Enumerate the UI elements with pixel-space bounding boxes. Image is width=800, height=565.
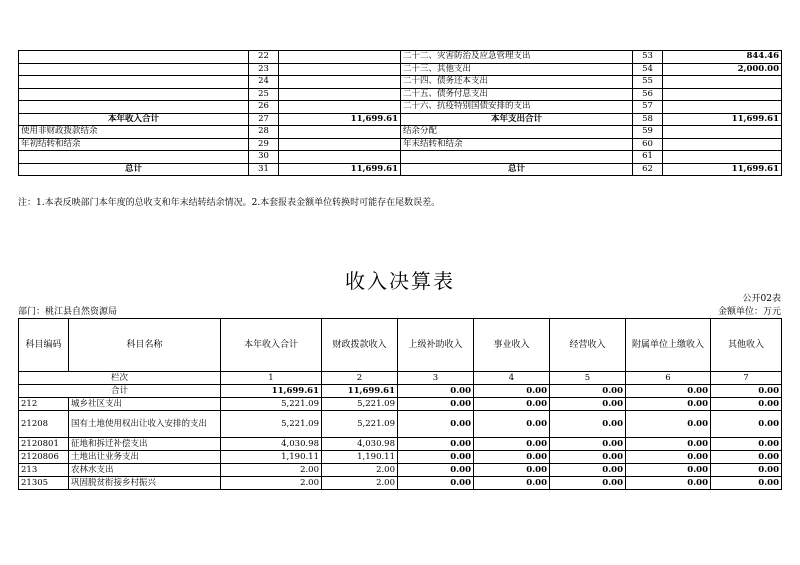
total-row bbox=[19, 385, 782, 398]
amount-cell: 0.00 bbox=[711, 464, 782, 477]
amount-cell: 0.00 bbox=[711, 438, 782, 451]
summary-left-label bbox=[19, 151, 249, 164]
summary-right-line: 60 bbox=[633, 138, 663, 151]
summary-right-amount: 11,699.61 bbox=[663, 113, 782, 126]
amount-cell: 0.00 bbox=[474, 438, 550, 451]
amount-cell: 4,030.98 bbox=[322, 438, 398, 451]
summary-right-line: 62 bbox=[633, 163, 663, 176]
table-row bbox=[19, 464, 782, 477]
department-label: 部门：桃江县自然资源局 bbox=[18, 307, 118, 317]
amount-cell: 0.00 bbox=[550, 477, 626, 490]
amount-cell: 2.00 bbox=[221, 464, 322, 477]
subject-name: 国有土地使用权出让收入安排的支出 bbox=[69, 411, 221, 438]
subject-code: 2120801 bbox=[19, 438, 69, 451]
summary-left-label bbox=[19, 63, 249, 76]
amount-cell: 4,030.98 bbox=[221, 438, 322, 451]
summary-left-line: 31 bbox=[249, 163, 279, 176]
amount-cell: 5,221.09 bbox=[221, 398, 322, 411]
amount-cell: 0.00 bbox=[626, 464, 711, 477]
column-number: 7 bbox=[711, 372, 782, 385]
summary-left-amount: 11,699.61 bbox=[279, 113, 401, 126]
summary-left-label: 总计 bbox=[19, 163, 249, 176]
summary-row bbox=[19, 63, 782, 76]
amount-cell: 0.00 bbox=[474, 398, 550, 411]
summary-right-label: 二十四、债务还本支出 bbox=[401, 76, 633, 89]
summary-right-label: 年末结转和结余 bbox=[401, 138, 633, 151]
summary-left-line: 24 bbox=[249, 76, 279, 89]
summary-left-label bbox=[19, 51, 249, 64]
summary-left-amount bbox=[279, 88, 401, 101]
column-index-row bbox=[19, 372, 782, 385]
summary-left-amount bbox=[279, 138, 401, 151]
summary-left-label: 使用非财政拨款结余 bbox=[19, 126, 249, 139]
summary-left-label bbox=[19, 88, 249, 101]
column-number: 2 bbox=[322, 372, 398, 385]
amount-cell: 1,190.11 bbox=[221, 451, 322, 464]
summary-left-label bbox=[19, 101, 249, 114]
summary-right-amount: 844.46 bbox=[663, 51, 782, 64]
footnote: 注：1.本表反映部门本年度的总收支和年末结转结余情况。2.本套报表金额单位转换时可能存在尾数误差。 bbox=[18, 198, 441, 208]
table-row bbox=[19, 438, 782, 451]
amount-cell: 0.00 bbox=[474, 411, 550, 438]
summary-left-label bbox=[19, 76, 249, 89]
subject-name: 征地和拆迁补偿支出 bbox=[69, 438, 221, 451]
summary-right-line: 61 bbox=[633, 151, 663, 164]
page-title: 收入决算表 bbox=[345, 269, 455, 293]
subject-code: 213 bbox=[19, 464, 69, 477]
subject-code: 21305 bbox=[19, 477, 69, 490]
table-row bbox=[19, 477, 782, 490]
header-cell: 科目名称 bbox=[69, 319, 221, 372]
unit-label: 金额单位：万元 bbox=[717, 307, 781, 317]
amount-cell: 0.00 bbox=[474, 464, 550, 477]
amount-cell: 0.00 bbox=[550, 398, 626, 411]
summary-right-amount bbox=[663, 151, 782, 164]
amount-cell: 0.00 bbox=[711, 411, 782, 438]
header-cell: 科目编码 bbox=[19, 319, 69, 372]
amount-cell: 5,221.09 bbox=[322, 411, 398, 438]
summary-right-line: 54 bbox=[633, 63, 663, 76]
subject-name: 城乡社区支出 bbox=[69, 398, 221, 411]
summary-left-label: 本年收入合计 bbox=[19, 113, 249, 126]
column-number: 1 bbox=[221, 372, 322, 385]
summary-left-line: 25 bbox=[249, 88, 279, 101]
summary-right-label bbox=[401, 151, 633, 164]
table-row bbox=[19, 451, 782, 464]
total-value: 0.00 bbox=[626, 385, 711, 398]
income-table bbox=[18, 318, 782, 490]
summary-right-amount: 2,000.00 bbox=[663, 63, 782, 76]
summary-left-amount: 11,699.61 bbox=[279, 163, 401, 176]
amount-cell: 0.00 bbox=[398, 451, 474, 464]
amount-cell: 5,221.09 bbox=[322, 398, 398, 411]
amount-cell: 0.00 bbox=[711, 451, 782, 464]
summary-right-amount: 11,699.61 bbox=[663, 163, 782, 176]
column-number: 3 bbox=[398, 372, 474, 385]
column-number: 5 bbox=[550, 372, 626, 385]
summary-left-line: 23 bbox=[249, 63, 279, 76]
amount-cell: 0.00 bbox=[474, 451, 550, 464]
header-row bbox=[19, 319, 782, 372]
summary-right-label: 结余分配 bbox=[401, 126, 633, 139]
summary-row bbox=[19, 151, 782, 164]
amount-cell: 0.00 bbox=[626, 451, 711, 464]
summary-right-label: 二十三、其他支出 bbox=[401, 63, 633, 76]
summary-left-amount bbox=[279, 151, 401, 164]
summary-left-line: 30 bbox=[249, 151, 279, 164]
subject-code: 21208 bbox=[19, 411, 69, 438]
subject-code: 212 bbox=[19, 398, 69, 411]
summary-right-label: 二十二、灾害防治及应急管理支出 bbox=[401, 51, 633, 64]
total-value: 11,699.61 bbox=[221, 385, 322, 398]
summary-left-line: 27 bbox=[249, 113, 279, 126]
summary-left-amount bbox=[279, 51, 401, 64]
summary-row bbox=[19, 88, 782, 101]
amount-cell: 0.00 bbox=[398, 438, 474, 451]
table-code: 公开02表 bbox=[742, 294, 781, 304]
summary-right-label: 本年支出合计 bbox=[401, 113, 633, 126]
header-cell: 其他收入 bbox=[711, 319, 782, 372]
amount-cell: 0.00 bbox=[398, 464, 474, 477]
header-cell: 上级补助收入 bbox=[398, 319, 474, 372]
amount-cell: 2.00 bbox=[322, 464, 398, 477]
column-index-label: 栏次 bbox=[19, 372, 221, 385]
summary-right-line: 59 bbox=[633, 126, 663, 139]
amount-cell: 0.00 bbox=[711, 398, 782, 411]
amount-cell: 2.00 bbox=[221, 477, 322, 490]
amount-cell: 0.00 bbox=[626, 438, 711, 451]
summary-right-label: 总计 bbox=[401, 163, 633, 176]
total-value: 0.00 bbox=[711, 385, 782, 398]
amount-cell: 0.00 bbox=[626, 477, 711, 490]
amount-cell: 0.00 bbox=[550, 411, 626, 438]
amount-cell: 1,190.11 bbox=[322, 451, 398, 464]
subject-name: 土地出让业务支出 bbox=[69, 451, 221, 464]
header-cell: 附属单位上缴收入 bbox=[626, 319, 711, 372]
amount-cell: 0.00 bbox=[626, 411, 711, 438]
amount-cell: 0.00 bbox=[550, 451, 626, 464]
amount-cell: 0.00 bbox=[711, 477, 782, 490]
summary-left-line: 28 bbox=[249, 126, 279, 139]
column-number: 6 bbox=[626, 372, 711, 385]
header-cell: 经营收入 bbox=[550, 319, 626, 372]
amount-cell: 0.00 bbox=[398, 398, 474, 411]
total-value: 0.00 bbox=[550, 385, 626, 398]
amount-cell: 5,221.09 bbox=[221, 411, 322, 438]
summary-left-amount bbox=[279, 76, 401, 89]
summary-left-amount bbox=[279, 126, 401, 139]
summary-row bbox=[19, 76, 782, 89]
table-row bbox=[19, 398, 782, 411]
summary-right-line: 57 bbox=[633, 101, 663, 114]
total-value: 0.00 bbox=[398, 385, 474, 398]
summary-right-amount bbox=[663, 101, 782, 114]
total-value: 11,699.61 bbox=[322, 385, 398, 398]
summary-right-amount bbox=[663, 76, 782, 89]
summary-right-line: 56 bbox=[633, 88, 663, 101]
summary-row bbox=[19, 163, 782, 176]
summary-right-label: 二十五、债务付息支出 bbox=[401, 88, 633, 101]
summary-right-label: 二十六、抗疫特别国债安排的支出 bbox=[401, 101, 633, 114]
total-label: 合计 bbox=[19, 385, 221, 398]
column-number: 4 bbox=[474, 372, 550, 385]
summary-right-amount bbox=[663, 88, 782, 101]
subject-name: 农林水支出 bbox=[69, 464, 221, 477]
summary-left-label: 年初结转和结余 bbox=[19, 138, 249, 151]
amount-cell: 0.00 bbox=[550, 438, 626, 451]
amount-cell: 2.00 bbox=[322, 477, 398, 490]
amount-cell: 0.00 bbox=[398, 477, 474, 490]
summary-right-amount bbox=[663, 138, 782, 151]
total-value: 0.00 bbox=[474, 385, 550, 398]
summary-row bbox=[19, 51, 782, 64]
summary-right-line: 53 bbox=[633, 51, 663, 64]
table-row bbox=[19, 411, 782, 438]
summary-table bbox=[18, 50, 782, 176]
amount-cell: 0.00 bbox=[474, 477, 550, 490]
summary-right-line: 55 bbox=[633, 76, 663, 89]
summary-row bbox=[19, 113, 782, 126]
summary-left-line: 22 bbox=[249, 51, 279, 64]
summary-left-amount bbox=[279, 63, 401, 76]
header-cell: 财政拨款收入 bbox=[322, 319, 398, 372]
summary-left-amount bbox=[279, 101, 401, 114]
subject-name: 巩固脱贫衔接乡村振兴 bbox=[69, 477, 221, 490]
subject-code: 2120806 bbox=[19, 451, 69, 464]
summary-row bbox=[19, 126, 782, 139]
summary-left-line: 29 bbox=[249, 138, 279, 151]
summary-row bbox=[19, 101, 782, 114]
summary-right-amount bbox=[663, 126, 782, 139]
amount-cell: 0.00 bbox=[398, 411, 474, 438]
summary-right-line: 58 bbox=[633, 113, 663, 126]
amount-cell: 0.00 bbox=[550, 464, 626, 477]
header-cell: 本年收入合计 bbox=[221, 319, 322, 372]
amount-cell: 0.00 bbox=[626, 398, 711, 411]
header-cell: 事业收入 bbox=[474, 319, 550, 372]
summary-row bbox=[19, 138, 782, 151]
summary-left-line: 26 bbox=[249, 101, 279, 114]
